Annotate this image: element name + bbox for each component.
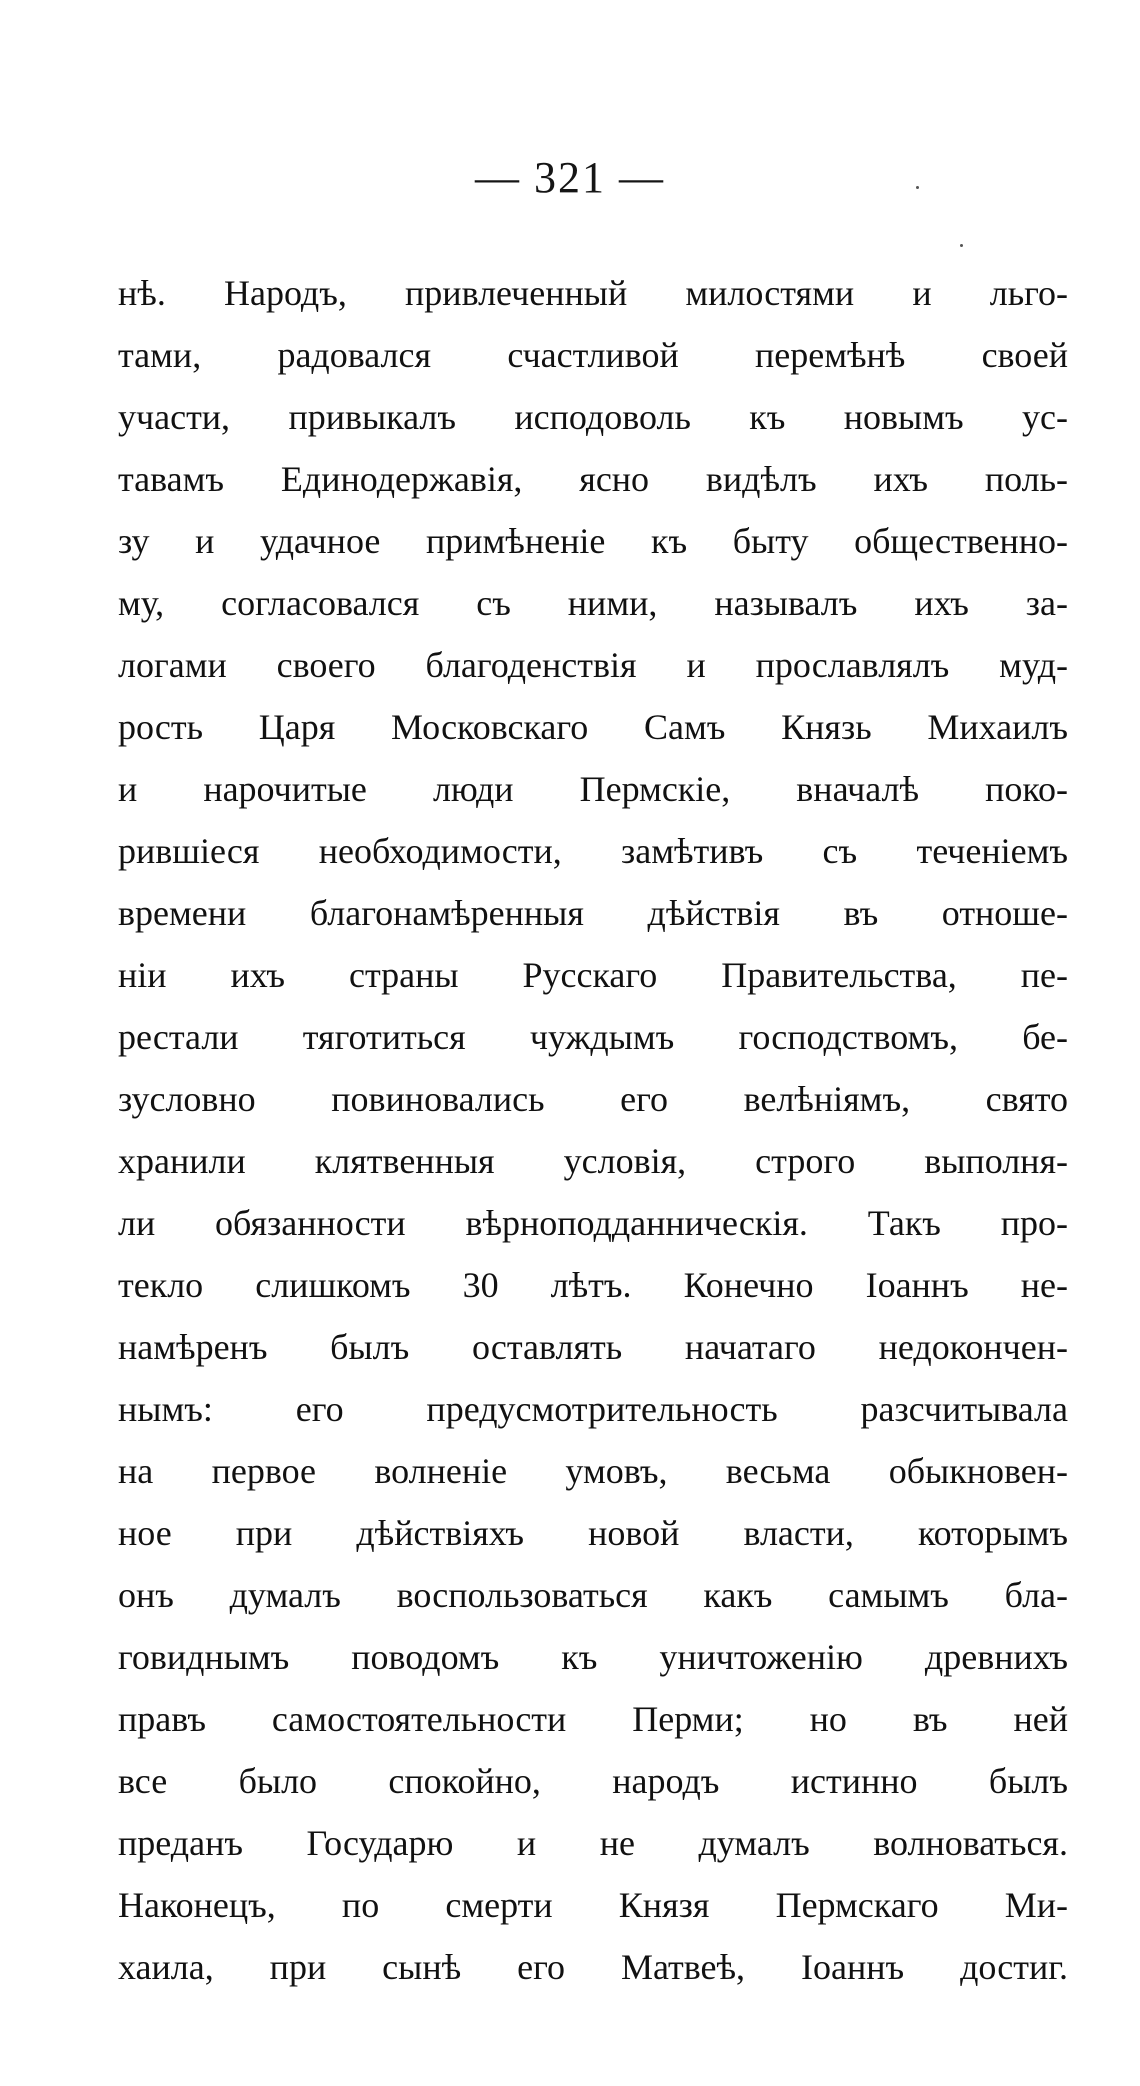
text-line: зу и удачное примѣненіе къ быту общественно- bbox=[118, 521, 1068, 561]
text-line: зусловно повиновались его велѣніямъ, свято bbox=[118, 1079, 1068, 1119]
text-line: логами своего благоденствія и прославлялъ муд- bbox=[118, 645, 1068, 685]
text-line: хранили клятвенныя условія, строго выполня- bbox=[118, 1141, 1068, 1181]
text-line: все было спокойно, народъ истинно былъ bbox=[118, 1761, 1068, 1801]
paper-speck bbox=[916, 186, 919, 189]
text-line: му, согласовался съ ними, называлъ ихъ за- bbox=[118, 583, 1068, 623]
text-line: намѣренъ былъ оставлять начатаго недокончен- bbox=[118, 1327, 1068, 1367]
text-line: ніи ихъ страны Русскаго Правительства, пе- bbox=[118, 955, 1068, 995]
text-line: рость Царя Московскаго Самъ Князь Михаилъ bbox=[118, 707, 1068, 747]
body-text bbox=[118, 262, 1068, 1998]
text-line: и нарочитые люди Пермскіе, вначалѣ поко- bbox=[118, 769, 1068, 809]
text-line: преданъ Государю и не думалъ волноваться. bbox=[118, 1823, 1068, 1863]
text-line: на первое волненіе умовъ, весьма обыкновен- bbox=[118, 1451, 1068, 1491]
text-line: текло слишкомъ 30 лѣтъ. Конечно Іоаннъ не- bbox=[118, 1265, 1068, 1305]
text-line: онъ думалъ воспользоваться какъ самымъ бла- bbox=[118, 1575, 1068, 1615]
text-line: говиднымъ поводомъ къ уничтоженію древнихъ bbox=[118, 1637, 1068, 1677]
paper-speck bbox=[960, 244, 963, 247]
text-line: нѣ. Народъ, привлеченный милостями и льго- bbox=[118, 273, 1068, 313]
text-line: участи, привыкалъ исподоволь къ новымъ ус- bbox=[118, 397, 1068, 437]
text-line: Наконецъ, по смерти Князя Пермскаго Ми- bbox=[118, 1885, 1068, 1925]
text-line: ное при дѣйствіяхъ новой власти, которымъ bbox=[118, 1513, 1068, 1553]
text-line: времени благонамѣренныя дѣйствія въ отноше- bbox=[118, 893, 1068, 933]
text-line: рившіеся необходимости, замѣтивъ съ теченіемъ bbox=[118, 831, 1068, 871]
text-line: тами, радовался счастливой перемѣнѣ своей bbox=[118, 335, 1068, 375]
text-line: нымъ: его предусмотрительность разсчитывала bbox=[118, 1389, 1068, 1429]
text-line: рестали тяготиться чуждымъ господствомъ, бе- bbox=[118, 1017, 1068, 1057]
text-line: правъ самостоятельности Перми; но въ ней bbox=[118, 1699, 1068, 1739]
page-number: — 321 — bbox=[475, 153, 665, 202]
text-line: тавамъ Единодержавія, ясно видѣлъ ихъ поль- bbox=[118, 459, 1068, 499]
text-line: ли обязанности вѣрноподданническія. Такъ про- bbox=[118, 1203, 1068, 1243]
text-line: хаила, при сынѣ его Матвеѣ, Іоаннъ достиг. bbox=[118, 1947, 1068, 1987]
